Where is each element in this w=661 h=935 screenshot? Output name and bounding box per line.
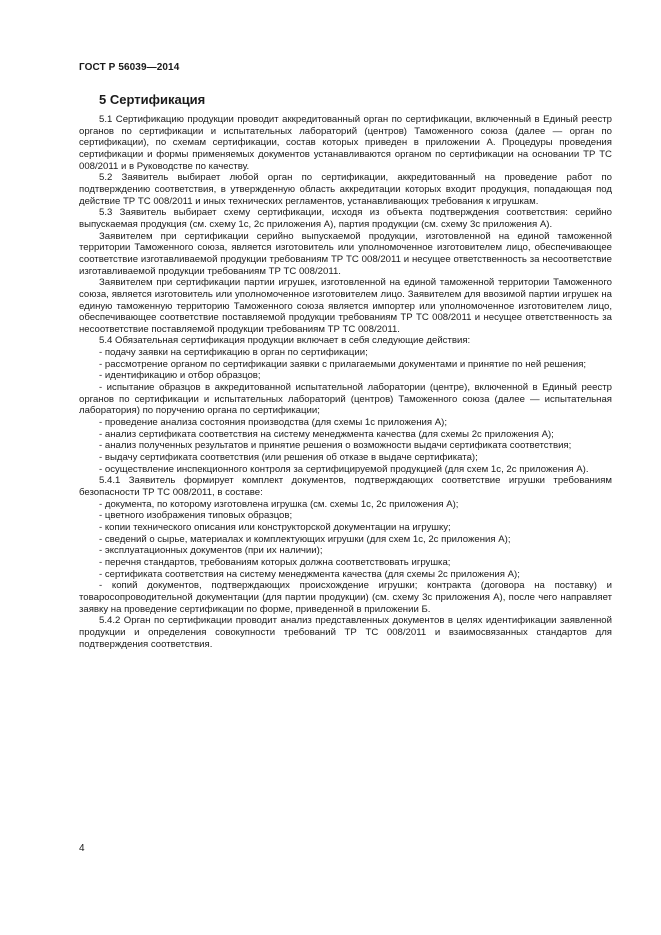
paragraph-5-1: 5.1 Сертификацию продукции проводит аккредитованный орган по сертификации, включенный в Единый реестр органов по сертификации и испытательных лабораторий (центров) Таможенного союза (далее — орган по сертификации), по схемам сертификации, состав которых приведен в приложении А. Процедуры проведения сертификации и формы применяемых документов устанавливаются органом по сертификации на основании ТР ТС 008/2011 и в Руководстве по качеству. [79,114,612,172]
paragraph-5-4: 5.4 Обязательная сертификация продукции включает в себя следующие действия: [99,335,471,347]
page-number: 4 [79,843,85,854]
list-item: - проведение анализа состояния производства (для схемы 1с приложения А); [99,417,448,429]
list-item: - осуществление инспекционного контроля за сертифицируемой продукцией (для схем 1с, 2с приложения А). [99,463,589,475]
paragraph-5-4-1: 5.4.1 Заявитель формирует комплект документов, подтверждающих соответствие игрушки требованиям безопасности ТР ТС 008/2011, в составе: [79,475,612,498]
paragraph-applicant-batch: Заявителем при сертификации партии игрушек, изготовленной на единой таможенной территории Таможенного союза, является изготовитель или уполномоченное изготовителем лицо. Заявителем для ввозимой партии игрушек на единую таможенную территорию Таможенного союза является импортер или уполномоченное изготовителем лицо, обеспечивающее соответствие поставляемой продукции требованиям ТР ТС 008/2011 и несущее ответственность за несоответствие поставляемой продукции требованиям ТР ТС 008/2011. [79,277,612,335]
list-item: - копий документов, подтверждающих происхождение игрушки; контракта (договора на поставку) и товаросопроводительной документации (для партии продукции) (см. схему 3с приложения А), после чего направляет заявку на проведение сертификации по форме, приведенной в приложении Б. [79,580,612,615]
list-item: - эксплуатационных документов (при их наличии); [99,545,323,557]
list-item: - выдачу сертификата соответствия (или решения об отказе в выдаче сертификата); [99,452,478,464]
list-item: - анализ сертификата соответствия на систему менеджмента качества (для схемы 2с приложения А); [99,428,554,440]
list-item: - анализ полученных результатов и принятие решения о возможности выдачи сертификата соответствия; [99,440,572,452]
list-item: - испытание образцов в аккредитованной испытательной лаборатории (центре), включенной в Единый реестр органов по сертификации и испытательных лабораторий (центров) Таможенного союза (далее — испытательная лаборатория) по поручению органа по сертификации; [79,382,612,417]
list-item: - документа, по которому изготовлена игрушка (см. схемы 1с, 2с приложения А); [99,498,459,510]
list-item: - цветного изображения типовых образцов; [99,510,293,522]
list-item: - сертификата соответствия на систему менеджмента качества (для схемы 2с приложения А); [99,568,520,580]
list-item: - подачу заявки на сертификацию в орган по сертификации; [99,347,368,359]
list-item: - рассмотрение органом по сертификации заявки с прилагаемыми документами и принятие по ней решения; [99,358,587,370]
paragraph-5-4-2: 5.4.2 Орган по сертификации проводит анализ представленных документов в целях идентификации заявленной продукции и определения совокупности требований ТР ТС 008/2011 и взаимосвязанных стандартов для подтверждения соответствия. [79,615,612,650]
section-title: 5 Сертификация [99,92,206,107]
list-item: - идентификацию и отбор образцов; [99,370,261,382]
list-item: - сведений о сырье, материалах и комплектующих игрушки (для схем 1с, 2с приложения А); [99,533,511,545]
list-item: - копии технического описания или конструкторской документации на игрушку; [99,521,451,533]
document-code: ГОСТ Р 56039—2014 [79,62,180,73]
paragraph-5-3: 5.3 Заявитель выбирает схему сертификации, исходя из объекта подтверждения соответствия: серийно выпускаемая продукция (см. схему 1с, 2с приложения А), партия продукции (см. схему 3с приложения А). [79,207,612,230]
list-item: - перечня стандартов, требованиям которых должна соответствовать игрушка; [99,556,451,568]
body-text [79,114,612,650]
paragraph-applicant-serial: Заявителем при сертификации серийно выпускаемой продукции, изготовленной на единой таможенной территории Таможенного союза, является изготовитель или уполномоченное изготовителем лицо, обеспечивающее соответствие изготавливаемой продукции требованиям ТР ТС 008/2011 и несущее ответственность за несоответствие изготавливаемой продукции требованиям ТР ТС 008/2011. [79,230,612,277]
paragraph-5-2: 5.2 Заявитель выбирает любой орган по сертификации, аккредитованный на проведение работ по подтверждению соответствия, в утвержденную область аккредитации которых входит продукция, попадающая под действие ТР ТС 008/2011 и иных технических регламентов, устанавливающих требования к игрушкам. [79,172,612,207]
